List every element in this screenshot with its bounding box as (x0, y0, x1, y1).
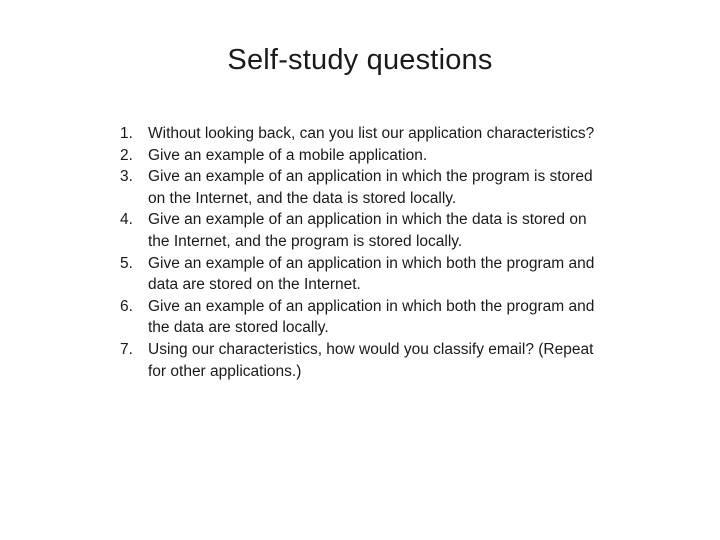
question-number: 5. (120, 254, 133, 272)
question-item-1 (120, 123, 602, 145)
question-item-3 (120, 166, 602, 209)
question-number: 1. (120, 125, 133, 142)
question-text: Give an example of an application in which the program is stored on the Internet, and the data is stored locally. (148, 168, 593, 207)
question-item-7 (120, 339, 602, 382)
question-number: 7. (120, 340, 133, 358)
question-number: 3. (120, 168, 133, 186)
question-text: Give an example of an application in which both the program and data are stored on the Internet. (148, 254, 595, 294)
question-text: Using our characteristics, how would you classify email? (Repeat for other applications.) (148, 340, 594, 380)
question-text: Give an example of a mobile application. (148, 146, 428, 164)
question-text: Give an example of an application in which both the program and the data are stored locally. (148, 297, 595, 337)
slide-title: Self-study questions (227, 44, 493, 76)
question-text: Give an example of an application in which the data is stored on the Internet, and the program is stored locally. (148, 211, 587, 250)
question-list (120, 123, 602, 382)
question-item-6 (120, 296, 602, 339)
question-number: 6. (120, 297, 133, 315)
question-item-4 (120, 209, 602, 252)
question-item-5 (120, 253, 602, 296)
question-number: 4. (120, 211, 133, 229)
question-text: Without looking back, can you list our application characteristics? (148, 125, 595, 142)
question-item-2 (120, 145, 602, 167)
question-number: 2. (120, 146, 133, 164)
